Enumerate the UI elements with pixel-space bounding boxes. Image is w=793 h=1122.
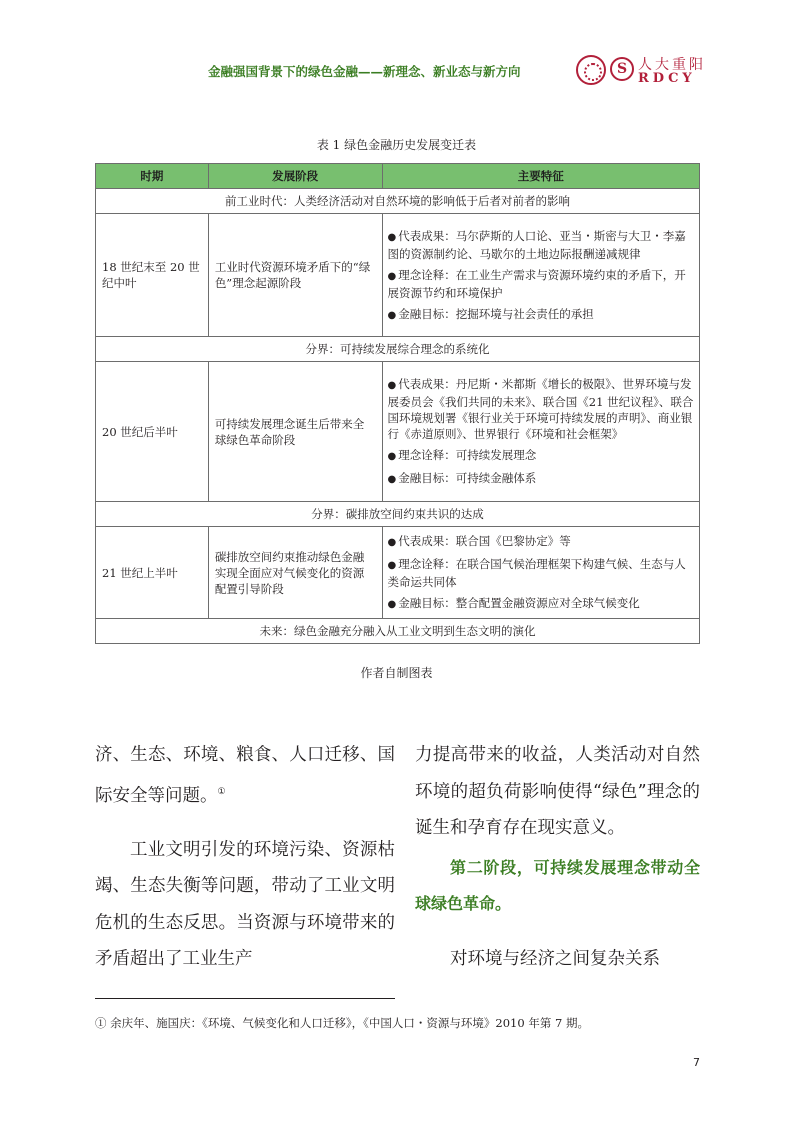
logo-s-mark-icon: S <box>610 57 634 81</box>
table-row <box>96 214 700 337</box>
running-header: 金融强国背景下的绿色金融——新理念、新业态与新方向 <box>208 64 521 79</box>
table-row <box>96 619 700 644</box>
feature-item: ● 代表成果：丹尼斯・米都斯《增长的极限》、世界环境与发展委员会《我们共同的未来》、联合国《21 世纪议程》、联合国环境规划署《银行业关于环境可持续发展的声明》、商业银行《赤道原则》、世界银行《环境和社会框架》 <box>387 377 694 441</box>
stage-cell: 工业时代资源环境矛盾下的“绿色”理念起源阶段 <box>208 214 382 337</box>
history-table <box>95 163 700 644</box>
features-cell <box>382 527 699 619</box>
bullet-icon: ● <box>387 309 397 321</box>
period-cell: 20 世纪后半叶 <box>96 362 209 502</box>
footnote-divider <box>95 998 395 999</box>
feature-item: ● 理念诠释：在工业生产需求与资源环境约束的矛盾下，开展资源节约和环境保护 <box>387 267 686 300</box>
features-cell <box>382 362 699 502</box>
stage-cell: 可持续发展理念诞生后带来全球绿色革命阶段 <box>208 362 382 502</box>
footnote: ① 余庆年、施国庆：《环境、气候变化和人口迁移》，《中国人口・资源与环境》2010 年第 7 期。 <box>95 1016 589 1030</box>
rdcy-logo <box>576 54 711 90</box>
feature-item: ● 理念诠释：在联合国气候治理框架下构建气候、生态与人类命运共同体 <box>387 557 686 589</box>
bullet-icon: ● <box>387 380 397 391</box>
bullet-icon: ● <box>387 560 397 571</box>
era-divider: 分界：碳排放空间约束共识的达成 <box>96 502 700 527</box>
table-row <box>96 502 700 527</box>
stage-cell: 碳排放空间约束推动绿色金融实现全面应对气候变化的资源配置引导阶段 <box>208 527 382 619</box>
logo-seal-icon <box>576 55 606 85</box>
bullet-icon: ● <box>387 474 397 485</box>
era-divider: 前工业时代：人类经济活动对自然环境的影响低于后者对前者的影响 <box>96 189 700 214</box>
era-divider: 未来：绿色金融充分融入从工业文明到生态文明的演化 <box>96 619 700 644</box>
bullet-icon: ● <box>387 599 397 610</box>
page-number: 7 <box>693 1056 700 1069</box>
bullet-icon: ● <box>387 231 397 243</box>
column-header-period: 时期 <box>96 164 209 189</box>
paragraph: 济、生态、环境、粮食、人口迁移、国际安全等问题。① <box>95 745 395 806</box>
column-header-stage: 发展阶段 <box>208 164 382 189</box>
feature-item: ● 金融目标：可持续金融体系 <box>387 471 537 485</box>
feature-item: ● 金融目标：整合配置金融资源应对全球气候变化 <box>387 596 640 610</box>
feature-item: ● 金融目标：挖掘环境与社会责任的承担 <box>387 306 594 321</box>
paragraph: 工业文明引发的环境污染、资源枯竭、生态失衡等问题，带动了工业文明危机的生态反思。当资源与环境带来的矛盾超出了工业生产 <box>95 839 395 970</box>
logo-english-text: RDCY <box>638 71 696 86</box>
table-row <box>96 527 700 619</box>
bullet-icon: ● <box>387 537 397 548</box>
column-header-features: 主要特征 <box>382 164 699 189</box>
period-cell: 18 世纪末至 20 世纪中叶 <box>96 214 209 337</box>
bullet-icon: ● <box>387 270 397 282</box>
paragraph: 对环境与经济之间复杂关系 <box>450 948 660 969</box>
table-row <box>96 189 700 214</box>
table-caption: 表 1 绿色金融历史发展变迁表 <box>316 138 477 152</box>
feature-item: ● 理念诠释：可持续发展理念 <box>387 448 537 462</box>
table-header-row <box>96 164 700 189</box>
feature-item: ● 代表成果：马尔萨斯的人口论、亚当・斯密与大卫・李嘉图的资源制约论、马歇尔的土地边际报酬递减规律 <box>387 228 686 261</box>
footnote-ref[interactable]: ① <box>217 786 226 797</box>
features-cell <box>382 214 699 337</box>
left-column <box>95 737 395 978</box>
table-row <box>96 337 700 362</box>
logo-chinese-text: 人大重阳 <box>638 57 706 73</box>
right-column <box>415 737 700 977</box>
paragraph: 力提高带来的收益，人类活动对自然环境的超负荷影响使得“绿色”理念的诞生和孕育存在现实意义。 <box>415 745 700 838</box>
era-divider: 分界：可持续发展综合理念的系统化 <box>96 337 700 362</box>
section-heading: 第二阶段，可持续发展理念带动全球绿色革命。 <box>415 857 700 913</box>
period-cell: 21 世纪上半叶 <box>96 527 209 619</box>
table-source-note: 作者自制图表 <box>360 666 433 680</box>
feature-item: ● 代表成果：联合国《巴黎协定》等 <box>387 534 571 548</box>
table-row <box>96 362 700 502</box>
bullet-icon: ● <box>387 451 397 462</box>
